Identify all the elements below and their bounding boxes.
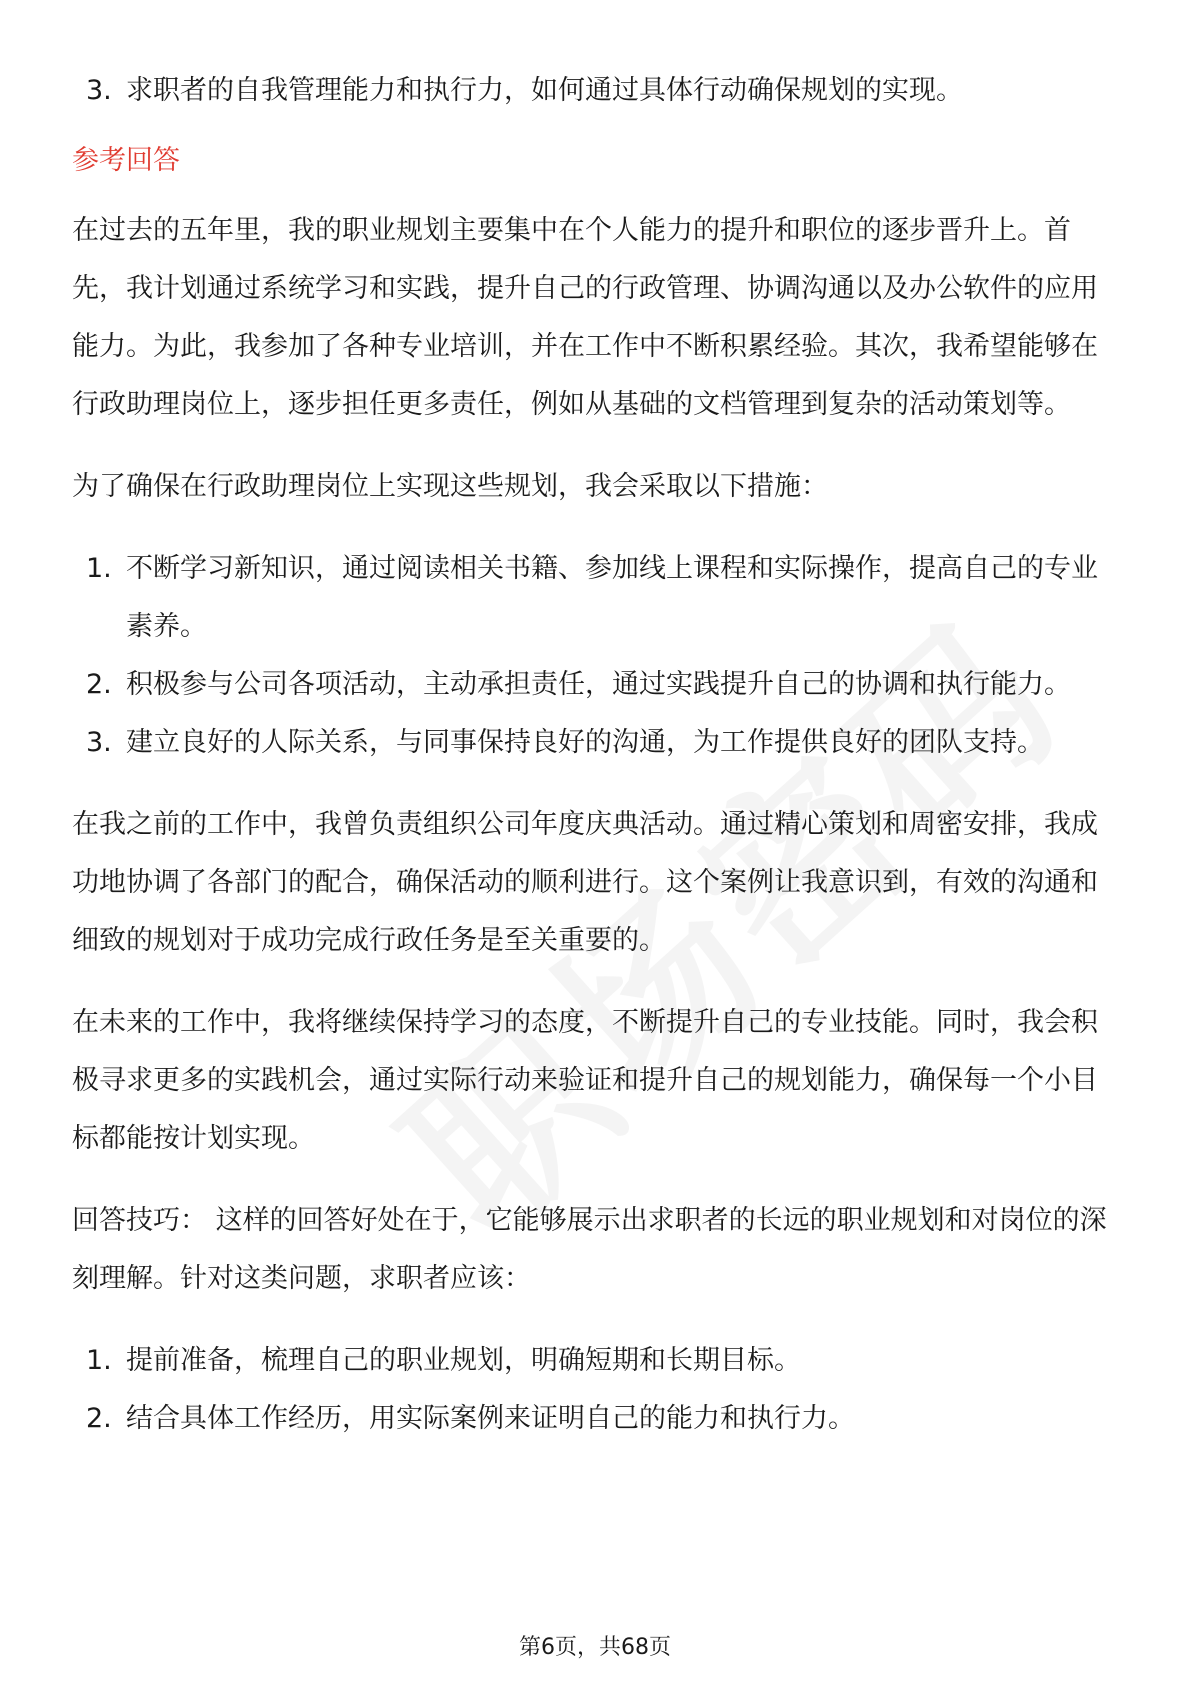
- list-text: 积极参与公司各项活动，主动承担责任，通过实践提升自己的协调和执行能力。: [126, 669, 1071, 700]
- list-text: 不断学习新知识，通过阅读相关书籍、参加线上课程和实际操作，提高自己的专业素养。: [126, 553, 1098, 642]
- page-content: [72, 62, 1122, 1448]
- list-number: 2.: [86, 1403, 112, 1434]
- list-item: [72, 714, 1122, 772]
- list-item: [72, 62, 1122, 120]
- list-text: 提前准备，梳理自己的职业规划，明确短期和长期目标。: [126, 1345, 801, 1376]
- section-title: 参考回答: [72, 145, 180, 176]
- list-item: [72, 1332, 1122, 1390]
- paragraph: 回答技巧： 这样的回答好处在于，它能够展示出求职者的长远的职业规划和对岗位的深刻理解。针对这类问题，求职者应该：: [72, 1205, 1107, 1294]
- list-number: 3.: [86, 75, 112, 106]
- list-item: [72, 540, 1122, 656]
- measures-list: [72, 540, 1122, 772]
- list-item: [72, 656, 1122, 714]
- question-list: [72, 62, 1122, 120]
- list-number: 3.: [86, 727, 112, 758]
- list-text: 建立良好的人际关系，与同事保持良好的沟通，为工作提供良好的团队支持。: [126, 727, 1044, 758]
- list-number: 1.: [86, 553, 112, 584]
- tips-list: [72, 1332, 1122, 1448]
- paragraph: 为了确保在行政助理岗位上实现这些规划，我会采取以下措施：: [72, 471, 828, 502]
- list-text: 求职者的自我管理能力和执行力，如何通过具体行动确保规划的实现。: [126, 75, 963, 106]
- page-number: 第6页，共68页: [519, 1635, 671, 1660]
- paragraph: 在过去的五年里，我的职业规划主要集中在个人能力的提升和职位的逐步晋升上。首先，我计划通过系统学习和实践，提升自己的行政管理、协调沟通以及办公软件的应用能力。为此，我参加了各种专业培训，并在工作中不断积累经验。其次，我希望能够在行政助理岗位上，逐步担任更多责任，例如从基础的文档管理到复杂的活动策划等。: [72, 215, 1098, 420]
- list-number: 1.: [86, 1345, 112, 1376]
- list-item: [72, 1390, 1122, 1448]
- paragraph: 在未来的工作中，我将继续保持学习的态度，不断提升自己的专业技能。同时，我会积极寻求更多的实践机会，通过实际行动来验证和提升自己的规划能力，确保每一个小目标都能按计划实现。: [72, 1007, 1098, 1154]
- list-text: 结合具体工作经历，用实际案例来证明自己的能力和执行力。: [126, 1403, 855, 1434]
- paragraph: 在我之前的工作中，我曾负责组织公司年度庆典活动。通过精心策划和周密安排，我成功地协调了各部门的配合，确保活动的顺利进行。这个案例让我意识到，有效的沟通和细致的规划对于成功完成行政任务是至关重要的。: [72, 809, 1098, 956]
- list-number: 2.: [86, 669, 112, 700]
